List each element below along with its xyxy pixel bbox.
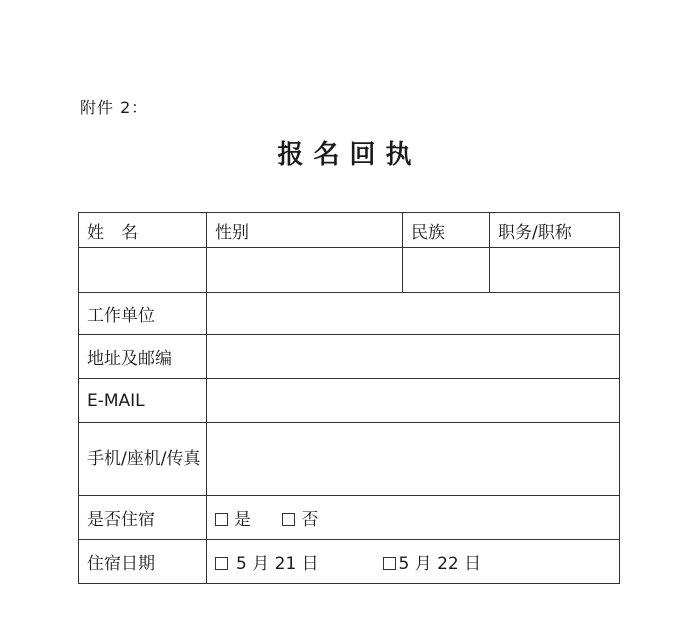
position-field[interactable] xyxy=(490,248,620,293)
stay-dates-label: 住宿日期 xyxy=(79,540,207,584)
work-unit-row xyxy=(79,293,620,335)
date-may-21-label: 5 月 21 日 xyxy=(236,554,319,574)
accommodation-no-checkbox[interactable] xyxy=(282,513,295,526)
phone-label: 手机/座机/传真 xyxy=(79,423,207,496)
accommodation-no-option[interactable] xyxy=(282,505,318,530)
phone-row xyxy=(79,423,620,496)
work-unit-label: 工作单位 xyxy=(79,293,207,335)
gender-field[interactable] xyxy=(207,248,403,293)
address-zip-label: 地址及邮编 xyxy=(79,335,207,379)
gender-header: 性别 xyxy=(207,213,403,248)
accommodation-options xyxy=(207,496,620,540)
accommodation-yes-option[interactable] xyxy=(215,505,251,530)
accommodation-no-label: 否 xyxy=(301,510,319,530)
registration-form-table xyxy=(78,212,620,584)
name-field[interactable] xyxy=(79,248,207,293)
position-header: 职务/职称 xyxy=(490,213,620,248)
accommodation-row xyxy=(79,496,620,540)
phone-field[interactable] xyxy=(207,423,620,496)
email-field[interactable] xyxy=(207,379,620,423)
ethnicity-field[interactable] xyxy=(403,248,490,293)
page-title: 报名回执 xyxy=(277,140,422,170)
accommodation-yes-label: 是 xyxy=(234,510,251,530)
stay-dates-options xyxy=(207,540,620,584)
email-row xyxy=(79,379,620,423)
name-header: 姓 名 xyxy=(79,213,207,248)
date-may-21-checkbox[interactable] xyxy=(215,557,228,570)
address-zip-field[interactable] xyxy=(207,335,620,379)
stay-dates-row xyxy=(79,540,620,584)
personal-info-row xyxy=(79,248,620,293)
email-label: E-MAIL xyxy=(79,379,207,423)
date-may-22-checkbox[interactable] xyxy=(383,557,396,570)
date-option-may-21[interactable] xyxy=(215,554,324,574)
header-row xyxy=(79,213,620,248)
ethnicity-header: 民族 xyxy=(403,213,490,248)
date-option-may-22[interactable] xyxy=(378,554,481,574)
address-row xyxy=(79,335,620,379)
accommodation-label: 是否住宿 xyxy=(79,496,207,540)
accommodation-yes-checkbox[interactable] xyxy=(215,513,228,526)
attachment-label: 附件 2： xyxy=(80,98,149,117)
date-may-22-label: 5 月 22 日 xyxy=(398,554,482,574)
work-unit-field[interactable] xyxy=(207,293,620,335)
